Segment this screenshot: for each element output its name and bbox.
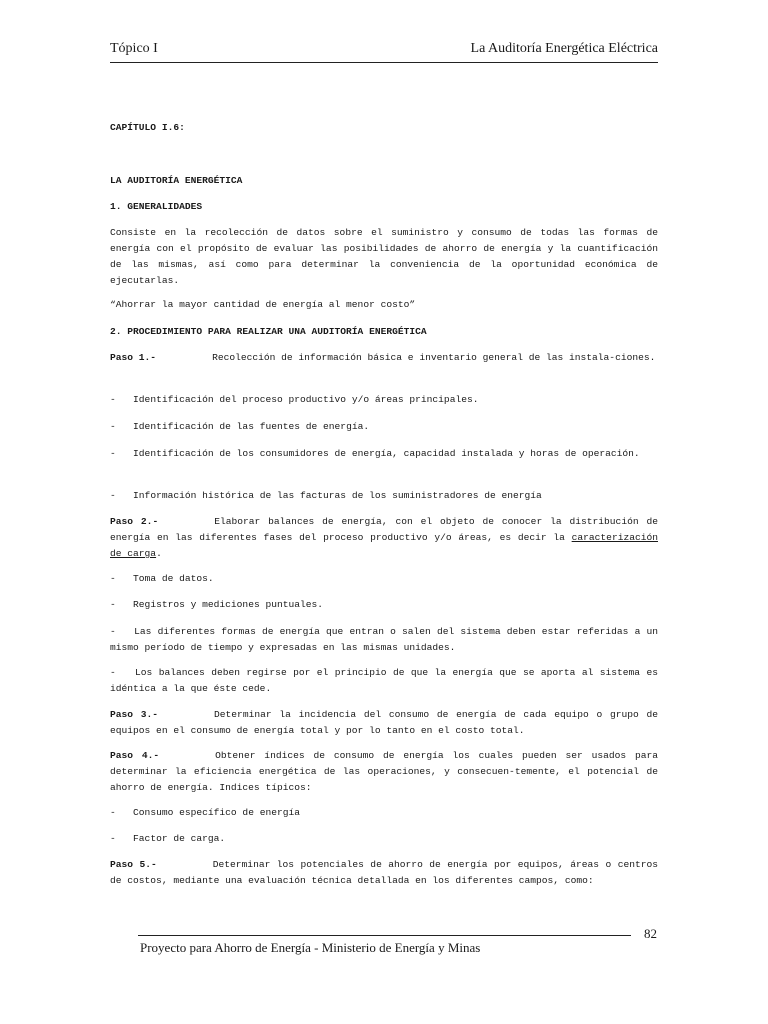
list-item: - Información histórica de las facturas de los suministradores de energía xyxy=(110,490,542,501)
header-topic: Tópico I xyxy=(110,41,158,56)
paso-5: Paso 5.- Determinar los potenciales de ahorro de energía por equipos, áreas o centros de costos, mediante una evaluación técnica detallada en los diferentes campos, como: xyxy=(110,859,659,886)
list-item: - Registros y mediciones puntuales. xyxy=(110,599,324,610)
list-item: - Consumo específico de energía xyxy=(110,807,301,818)
paso-3: Paso 3.- Determinar la incidencia del consumo de energía de cada equipo o grupo de equipos en el consumo de energía total y por lo tanto en el costo total. xyxy=(110,709,658,736)
list-item: - Las diferentes formas de energía que entran o salen del sistema deben estar referidas a un mismo período de tiempo y expresadas en las mismas unidades. xyxy=(110,626,658,653)
list-item: - Identificación del proceso productivo y/o áreas principales. xyxy=(110,394,479,405)
document-title: LA AUDITORÍA ENERGÉTICA xyxy=(110,175,243,186)
section-2-heading: 2. PROCEDIMIENTO PARA REALIZAR UNA AUDITORÍA ENERGÉTICA xyxy=(110,326,427,337)
footer-divider xyxy=(138,935,631,936)
paso-1-label: Paso 1.- xyxy=(110,352,157,363)
paso-4: Paso 4.- Obtener índices de consumo de energía los cuales pueden ser usados para determinar la eficiencia energética de las operaciones, y consecuen-temente, el potencial de ahorro de energía. Indices típicos: xyxy=(110,750,658,793)
page-header xyxy=(110,41,658,63)
footer-text: Proyecto para Ahorro de Energía - Ministerio de Energía y Minas xyxy=(140,940,481,955)
paso-1 xyxy=(110,350,658,366)
page-number: 82 xyxy=(644,926,657,941)
section-1-body: Consiste en la recolección de datos sobre el suministro y consumo de todas las formas de energía con el propósito de evaluar las posibilidades de ahorro de energía y la cuantificación de las mismas, así como para determinar la conveniencia de la oportunidad económica de ejecutarlas. xyxy=(110,227,658,286)
paso-2: Paso 2.- Elaborar balances de energía, con el objeto de conocer la distribución de energía en las diferentes fases del proceso productivo y/o áreas, es decir la caracterización de carga. xyxy=(110,516,658,559)
paso-3-label: Paso 3.- xyxy=(110,709,159,720)
list-item: - Toma de datos. xyxy=(110,573,214,584)
paso-1-text: Recolección de información básica e inventario general de las instala-ciones. xyxy=(212,352,656,363)
section-1-heading: 1. GENERALIDADES xyxy=(110,201,203,212)
header-title: La Auditoría Energética Eléctrica xyxy=(470,41,658,56)
list-item: - Los balances deben regirse por el principio de que la energía que se aporta al sistema es idéntica a la que éste cede. xyxy=(110,667,658,694)
paso-5-label: Paso 5.- xyxy=(110,859,157,870)
paso-4-label: Paso 4.- xyxy=(110,750,160,761)
list-item: - Factor de carga. xyxy=(110,833,226,844)
section-1-quote: “Ahorrar la mayor cantidad de energía al menor costo” xyxy=(110,299,416,310)
list-item: - Identificación de las fuentes de energía. xyxy=(110,421,370,432)
caracterizacion-link: caracterización de carga xyxy=(110,532,658,559)
chapter-label: CAPÍTULO I.6: xyxy=(110,122,185,133)
list-item: - Identificación de los consumidores de energía, capacidad instalada y horas de operación. xyxy=(110,448,640,459)
paso-2-label: Paso 2.- xyxy=(110,516,159,527)
